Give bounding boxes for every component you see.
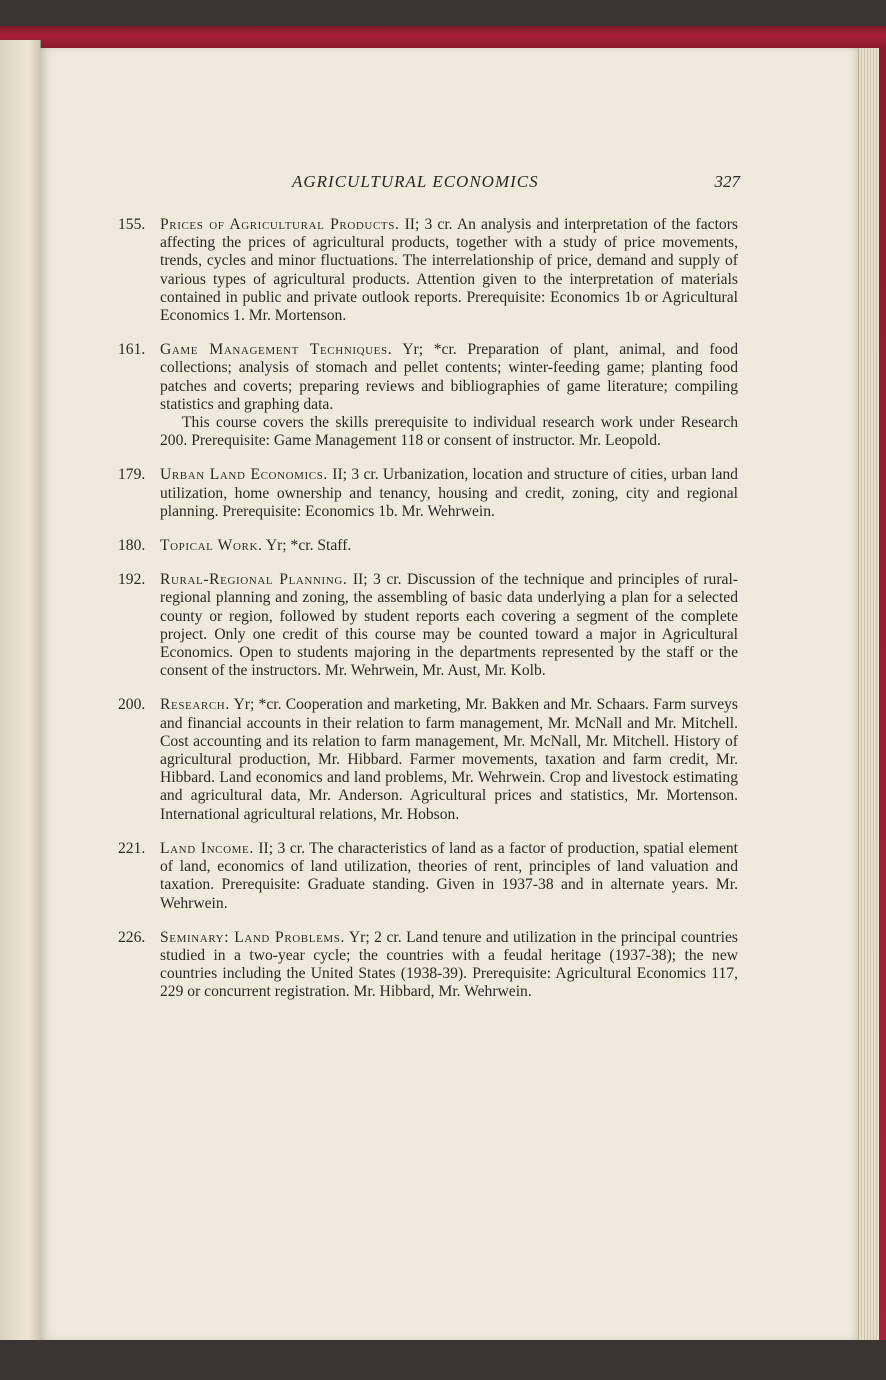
course-number: 200. bbox=[118, 696, 146, 714]
course-entry-180 bbox=[118, 537, 738, 555]
course-number: 192. bbox=[118, 571, 146, 589]
course-description: II; 3 cr. Urbanization, location and structure of cities, urban land utilization, home ownership and tenancy, housing and credit, zoning, city and regional planning. Prerequisite: Economics 1b. Mr. Wehrwein. bbox=[160, 466, 738, 520]
course-entry-200 bbox=[118, 696, 738, 823]
page-number: 327 bbox=[714, 172, 740, 191]
course-entry-226 bbox=[118, 929, 738, 1002]
book-bottom bbox=[40, 1340, 886, 1380]
course-number: 180. bbox=[118, 537, 146, 555]
running-head: AGRICULTURAL ECONOMICS bbox=[292, 172, 539, 191]
previous-page-edge bbox=[0, 40, 41, 1340]
course-title: Urban Land Economics. bbox=[160, 466, 328, 484]
course-description: Yr; *cr. Staff. bbox=[262, 537, 352, 555]
course-number: 221. bbox=[118, 839, 146, 857]
course-title: Seminary: Land Problems. bbox=[160, 928, 345, 946]
course-entry-192 bbox=[118, 571, 738, 680]
course-description: II; 3 cr. An analysis and interpretation of the factors affecting the prices of agricultural products, together with a study of price movements, trends, cycles and minor fluctuations. The interrelationship of price, demand and supply of various types of agricultural products. Attention given to the interpretation of materials contained in public and private outlook reports. Prerequisite: Economics 1b or Agricultural Economics 1. Mr. Mortenson. bbox=[160, 216, 738, 325]
course-description: II; 3 cr. The characteristics of land as a factor of production, spatial element of land, economics of land utilization, theories of rent, principles of land valuation and taxation. Prerequisite: Graduate standing. Given in 1937-38 and in alternate years. Mr. Wehrwein. bbox=[160, 839, 738, 912]
course-title: Rural-Regional Planning. bbox=[160, 571, 348, 589]
course-title: Research. bbox=[160, 696, 230, 714]
course-number: 179. bbox=[118, 466, 146, 484]
course-description-continued: This course covers the skills prerequisite to individual research work under Research 200. Prerequisite: Game Management 118 or consent of instructor. Mr. Leopold. bbox=[160, 414, 738, 450]
course-title: Topical Work. bbox=[160, 537, 263, 555]
course-title: Land Income. bbox=[160, 839, 254, 857]
course-description: Yr; *cr. Preparation of plant, animal, and food collections; analysis of stomach and pellet contents; winter-feeding game; planting food patches and coverts; preparing reviews and bibliographies of game literature; compiling statistics and graphing data. bbox=[160, 341, 738, 413]
course-description: Yr; *cr. Cooperation and marketing, Mr. Bakken and Mr. Schaars. Farm surveys and financial accounts in their relation to farm management, Mr. McNall and Mr. Mitchell. Cost accounting and its relation to farm management, Mr. McNall, Mr. Mitchell. History of agricultural production, Mr. Hibbard. Farmer movements, taxation and farm credit, Mr. Hibbard. Land economics and land problems, Mr. Wehrwein. Crop and livestock estimating and agricultural data, Mr. Anderson. Agricultural prices and statistics, Mr. Mortenson. International agricultural relations, Mr. Hobson. bbox=[160, 696, 738, 823]
course-title: Game Management Techniques. bbox=[160, 341, 393, 359]
course-entry-221 bbox=[118, 840, 738, 913]
page-header bbox=[120, 172, 740, 196]
course-description: II; 3 cr. Discussion of the technique and principles of rural-regional planning and zoning, the assembling of basic data underlying a plan for a selected county or region, followed by student reports each covering a segment of the complete project. Only one credit of this course may be counted toward a major in Agricultural Economics. Open to students majoring in the departments represented by the staff or the consent of the instructors. Mr. Wehrwein, Mr. Aust, Mr. Kolb. bbox=[160, 571, 738, 680]
course-entry-155 bbox=[118, 216, 738, 325]
course-entry-161 bbox=[118, 341, 738, 450]
course-number: 226. bbox=[118, 928, 146, 946]
course-list bbox=[118, 216, 738, 1018]
course-title: Prices of Agricultural Products. bbox=[160, 216, 400, 233]
course-description: Yr; 2 cr. Land tenure and utilization in the principal countries studied in a two-year cycle; the countries with a feudal heritage (1937-38); the new countries including the United States (1938-39). Prerequisite: Agricultural Economics 117, 229 or concurrent registration. Mr. Hibbard, Mr. Wehrwein. bbox=[160, 928, 738, 1001]
course-entry-179 bbox=[118, 466, 738, 521]
book-binding bbox=[0, 26, 886, 48]
course-number: 155. bbox=[118, 216, 146, 233]
course-number: 161. bbox=[118, 341, 146, 359]
page-stack-edge bbox=[858, 48, 886, 1344]
